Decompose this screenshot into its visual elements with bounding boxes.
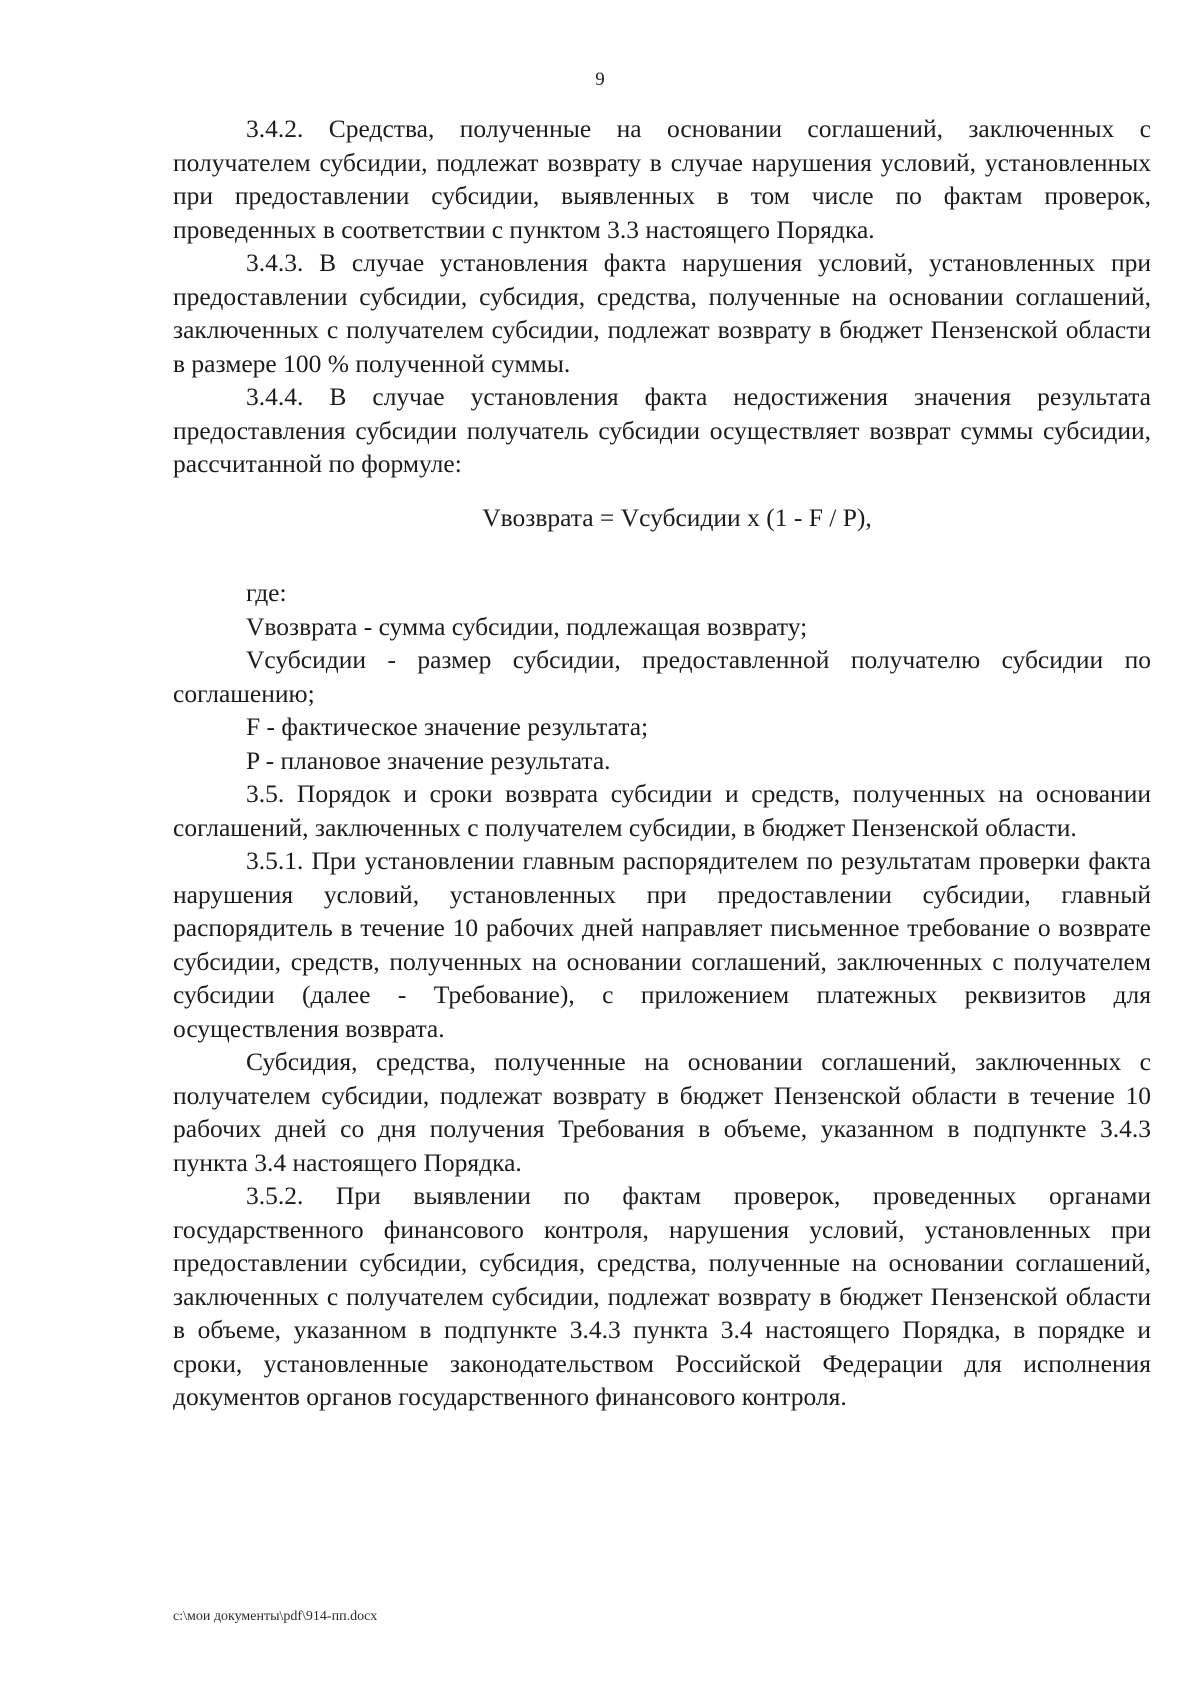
paragraph-3-4-4: 3.4.4. В случае установления факта недостижения значения результата предоставления субсидии получатель субсидии осуществляет возврат суммы субсидии, рассчитанной по формуле: — [173, 382, 1151, 478]
paragraph-3-5-1: 3.5.1. При установлении главным распорядителем по результатам проверки факта нарушения условий, установленных при предоставлении субсидии, главный распорядитель в течение 10 рабочих дней направляет письменное требование о возврате субсидии, средств, полученных на основании соглашений, заключенных с получателем субсидии (далее - Требование), с приложением платежных реквизитов для осуществления возврата. — [173, 846, 1151, 1043]
paragraph-3-4-3: 3.4.3. В случае установления факта нарушения условий, установленных при предоставлении субсидии, субсидия, средства, полученные на основании соглашений, заключенных с получателем субсидии, подлежат возврату в бюджет Пензенской области в размере 100 % полученной суммы. — [173, 248, 1151, 378]
definition-f: F - фактическое значение результата; — [246, 712, 649, 741]
definition-v-subsidy: Vсубсидии - размер субсидии, предоставленной получателю субсидии по соглашению; — [173, 645, 1151, 708]
definition-p: P - плановое значение результата. — [246, 745, 611, 775]
footer-file-path: c:\мои документы\pdf\914-пп.docx — [173, 1609, 378, 1624]
paragraph-3-5: 3.5. Порядок и сроки возврата субсидии и средств, полученных на основании соглашений, заключенных с получателем субсидии, в бюджет Пензенской области. — [173, 779, 1151, 842]
page-number: 9 — [595, 69, 605, 90]
paragraph-3-5-2: 3.5.2. При выявлении по фактам проверок, проведенных органами государственного финансового контроля, нарушения условий, установленных при предоставлении субсидии, субсидия, средства, полученные на основании соглашений, заключенных с получателем субсидии, подлежат возврату в бюджет Пензенской области в объеме, указанном в подпункте 3.4.3 пункта 3.4 настоящего Порядка, в порядке и сроки, установленные законодательством Российской Федерации для исполнения документов органов государственного финансового контроля. — [173, 1181, 1151, 1411]
paragraph-3-4-2: 3.4.2. Средства, полученные на основании соглашений, заключенных с получателем субсидии, подлежат возврату в случае нарушения условий, установленных при предоставлении субсидии, выявленных в том числе по фактам проверок, проведенных в соответствии с пунктом 3.3 настоящего Порядка. — [173, 114, 1151, 244]
definition-v-return: Vвозврата - сумма субсидии, подлежащая возврату; — [246, 611, 808, 641]
document-body — [173, 112, 1151, 1414]
refund-formula: Vвозврата = Vсубсидии x (1 - F / P), — [482, 502, 872, 532]
paragraph-3-5-1-continued: Субсидия, средства, полученные на основании соглашений, заключенных с получателем субсидии, подлежат возврату в бюджет Пензенской области в течение 10 рабочих дней со дня получения Требования в объеме, указанном в подпункте 3.4.3 пункта 3.4 настоящего Порядка. — [173, 1047, 1151, 1177]
formula-where-label: где: — [246, 578, 287, 607]
